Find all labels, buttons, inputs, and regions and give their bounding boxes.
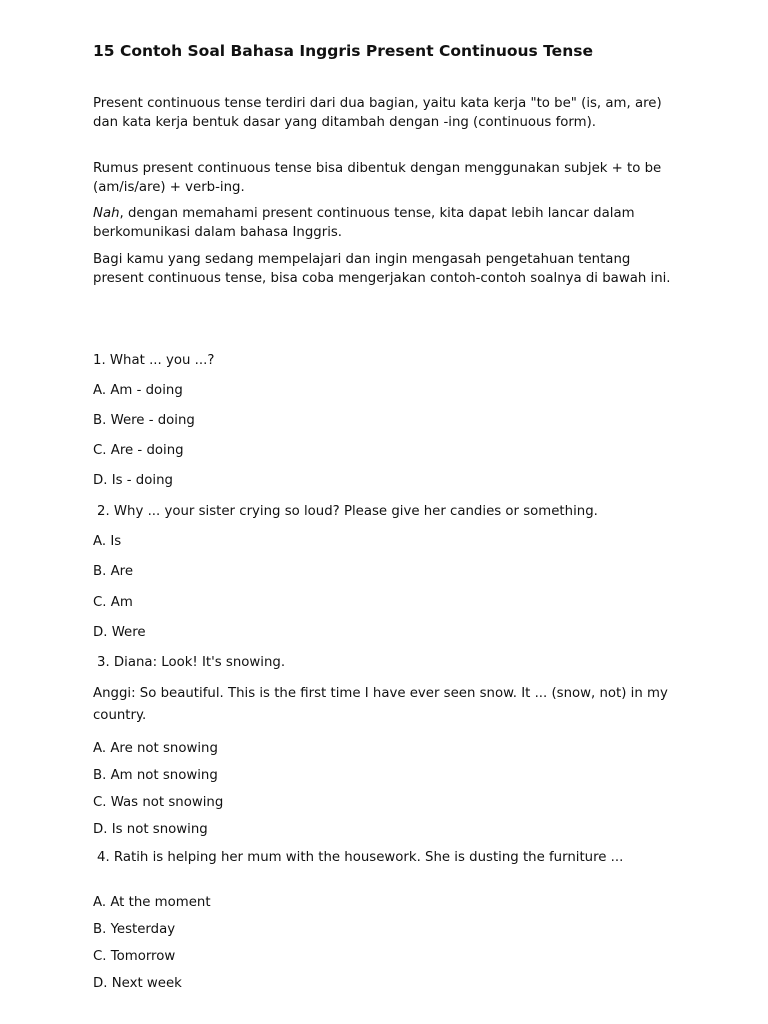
question-1-option-d: D. Is - doing [93, 473, 173, 488]
question-2-option-d: D. Were [93, 625, 146, 640]
question-4-option-d: D. Next week [93, 976, 182, 991]
intro-paragraph-3 [93, 204, 683, 242]
question-3-option-b: B. Am not snowing [93, 768, 218, 783]
intro-paragraph-3-italic: Nah [93, 206, 120, 221]
intro-paragraph-2: Rumus present continuous tense bisa dibentuk dengan menggunakan subjek + to be (am/is/are) + verb-ing. [93, 161, 662, 195]
question-3-prompt: 3. Diana: Look! It's snowing. [97, 655, 286, 670]
question-2-option-c: C. Am [93, 595, 133, 610]
intro-paragraph-3-text: , dengan memahami present continuous tense, kita dapat lebih lancar dalam berkomunikasi dalam bahasa Inggris. [93, 206, 635, 240]
question-1-prompt: 1. What ... you ...? [93, 353, 215, 368]
question-2-prompt: 2. Why ... your sister crying so loud? Please give her candies or something. [97, 504, 598, 519]
question-4-option-a: A. At the moment [93, 895, 211, 910]
question-4-prompt: 4. Ratih is helping her mum with the housework. She is dusting the furniture ... [97, 850, 624, 865]
question-2-option-b: B. Are [93, 564, 134, 579]
question-1-option-c: C. Are - doing [93, 443, 184, 458]
question-4-option-b: B. Yesterday [93, 922, 176, 937]
question-1-option-b: B. Were - doing [93, 413, 195, 428]
question-2-option-a: A. Is [93, 534, 122, 549]
question-3-option-a: A. Are not snowing [93, 741, 218, 756]
page-title: 15 Contoh Soal Bahasa Inggris Present Continuous Tense [93, 42, 593, 60]
question-3-option-d: D. Is not snowing [93, 822, 208, 837]
question-3-option-c: C. Was not snowing [93, 795, 224, 810]
question-1-option-a: A. Am - doing [93, 383, 183, 398]
intro-paragraph-1: Present continuous tense terdiri dari dua bagian, yaitu kata kerja "to be" (is, am, are) dan kata kerja bentuk dasar yang ditambah dengan -ing (continuous form). [93, 96, 662, 130]
question-3-dialogue: Anggi: So beautiful. This is the first time I have ever seen snow. It ... (snow, not) in my country. [93, 686, 668, 723]
question-4-option-c: C. Tomorrow [93, 949, 176, 964]
intro-paragraph-4: Bagi kamu yang sedang mempelajari dan ingin mengasah pengetahuan tentang present continuous tense, bisa coba mengerjakan contoh-contoh soalnya di bawah ini. [93, 252, 671, 286]
